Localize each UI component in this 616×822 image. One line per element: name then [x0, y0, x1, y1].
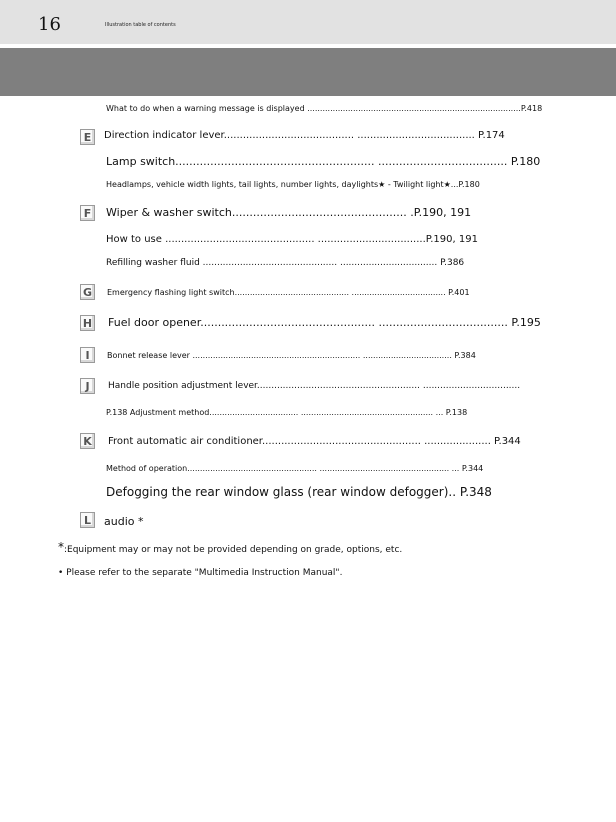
section-letter-e: E: [80, 129, 95, 145]
toc-entry-wiper-washer-switch[interactable]: Wiper & washer switch.................................................. .P.190, 191: [106, 206, 472, 219]
header-bar: [0, 0, 616, 44]
section-letter-k: K: [80, 433, 95, 449]
toc-entry-handle-position-adjustment-lever[interactable]: Handle position adjustment lever......................................................... ..................................: [108, 381, 521, 391]
toc-entry-direction-indicator-lever[interactable]: Direction indicator lever......................................... ..................................... P.174: [104, 130, 505, 141]
section-letter-g: G: [80, 284, 95, 300]
toc-entry-bonnet-release-lever[interactable]: Bonnet release lever .................................................................. ................................... P.384: [107, 351, 476, 360]
toc-entry-headlamps[interactable]: Headlamps, vehicle width lights, tail lights, number lights, daylights★ - Twilight light★...P.180: [106, 180, 480, 189]
toc-entry-audio[interactable]: audio *: [104, 515, 144, 528]
toc-entry-how-to-use[interactable]: How to use ............................................... ..................................P.190, 191: [106, 234, 478, 245]
section-letter-j: J: [80, 378, 95, 394]
section-letter-f: F: [80, 205, 95, 221]
toc-entry-warning-message[interactable]: What to do when a warning message is displayed ....................................................................................P.418: [106, 104, 543, 113]
toc-entry-fuel-door-opener[interactable]: Fuel door opener.................................................. ..................................... P.195: [108, 316, 541, 329]
page-number: 16: [38, 14, 61, 35]
toc-entry-emergency-flashing-light-switch[interactable]: Emergency flashing light switch............................................. ..................................... P.401: [107, 288, 470, 297]
toc-entry-front-automatic-air-conditioner[interactable]: Front automatic air conditioner.................................................. ..................... P.344: [108, 436, 521, 447]
section-title: Illustration table of contents: [105, 22, 176, 28]
section-letter-h: H: [80, 315, 95, 331]
equipment-note-text: :Equipment may or may not be provided depending on grade, options, etc.: [64, 545, 403, 555]
toc-entry-refilling-washer-fluid[interactable]: Refilling washer fluid ............................................... .................................. P.386: [106, 258, 465, 268]
star-symbol: *: [58, 540, 64, 554]
section-letter-l: L: [80, 512, 95, 528]
toc-entry-method-of-operation[interactable]: Method of operation................................................... ................................................... ... P.344: [106, 464, 484, 473]
section-letter-i: I: [80, 347, 95, 363]
gray-banner: [0, 48, 616, 96]
toc-entry-rear-window-defogger[interactable]: Defogging the rear window glass (rear window defogger).. P.348: [106, 485, 492, 499]
toc-entry-adjustment-method[interactable]: P.138 Adjustment method................................... .................................................... ... P.138: [106, 408, 468, 417]
toc-entry-lamp-switch[interactable]: Lamp switch......................................................... ..................................... P.180: [106, 155, 541, 168]
equipment-footnote: [58, 541, 402, 555]
multimedia-footnote: • Please refer to the separate "Multimedia Instruction Manual".: [58, 568, 343, 578]
